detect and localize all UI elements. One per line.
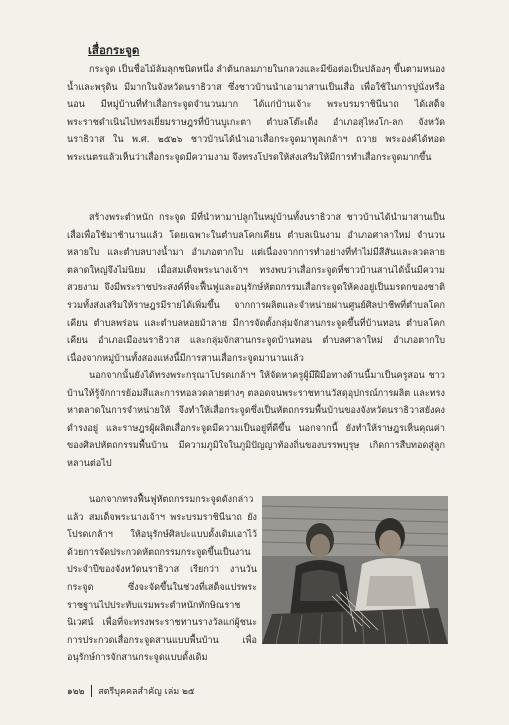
paragraph-4: นอกจากทรงฟื้นฟูหัตถกรรมกระจูดดังกล่าวแล้ว สมเด็จพระนางเจ้าฯ พระบรมราชินีนาถ ยังโปรดเกล้าฯ ให้อนุรักษ์ศิลปะแบบดั้งเดิมเอาไว้ ด้วยการจัดประกวดหัตถกรรมกระจูดขึ้นเป็นงานประจำปีของจังหวัดนราธิวาส เรียกว่า งานวันกระจูด ซึ่งจะจัดขึ้นในช่วงที่เสด็จแปรพระราชฐานไปประทับแรมพระตำหนักทักษิณราชนิเวศน์ เพื่อที่จะทรงพระราชทานรางวัลแก่ผู้ชนะการประกวดเสื่อกระจูดสานแบบพื้นบ้าน เพื่ออนุรักษ์การจักสานกระจูดแบบดั้งเดิม	[67, 495, 257, 664]
page-number: ๑๒๒	[67, 687, 85, 697]
photo-illustration	[262, 496, 448, 644]
page-footer	[67, 684, 195, 698]
book-title: สตรีบุคคลสำคัญ เล่ม ๒๕	[98, 687, 195, 697]
section-heading: เสื่อกระจูด	[88, 43, 140, 57]
paragraph-2: สร้างพระตำหนัก กระจูด มีที่นำหามาปลูกในหมู่บ้านทั้งนราธิวาส ชาวบ้านได้นำมาสานเป็นเสื่อเพื่อใช้มาช้านานแล้ว โดยเฉพาะในตำบลโคกเคียน ตำบลเนินงาม อำเภอศาลาใหม่ จำนวนหลายใบ และตำบลบางน้ำมา อำเภอตากใบ แต่เนื่องจากการทำอย่างที่ทำไม่มีสีสันและลวดลาย ตลาดใหญ่จึงไม่นิยม เมื่อสมเด็จพระนางเจ้าฯ ทรงพบว่าเสื่อกระจูดที่ชาวบ้านสานได้นั้นมีความสวยงาม จึงมีพระราชประสงค์ที่จะฟื้นฟูและอนุรักษ์หัตถกรรมเสื่อกระจูดให้คงอยู่เป็นมรดกของชาติ รวมทั้งส่งเสริมให้ราษฎรมีรายได้เพิ่มขึ้น จากการผลิตและจำหน่ายผ่านศูนย์ศิลปาชีพที่ตำบลโคกเคียน ตำบลพร่อน และตำบลหอยม้าลาย มีการจัดตั้งกลุ่มจักสานกระจูดขึ้นที่บ้านทอน ตำบลโคกเคียน อำเภอเมืองนราธิวาส และกลุ่มจักสานกระจูดบ้านทอน ตำบลศาลาใหม่ อำเภอตากใบ เนื่องจากหมู่บ้านทั้งสองแห่งนี้มีการสานเสื่อกระจูดมานานแล้ว	[67, 213, 445, 364]
footer-divider	[91, 685, 93, 697]
weaving-photo	[262, 496, 448, 644]
paragraph-3: นอกจากนั้นยังได้ทรงพระกรุณาโปรดเกล้าฯ ให้จัดหาครูผู้มีฝีมือทางด้านนี้มาเป็นครูสอน ชาวบ้านให้รู้จักการย้อมสีและการทอลวดลายต่างๆ ตลอดจนพระราชทานวัสดุอุปกรณ์การผลิต และทรงหาตลาดในการจำหน่ายให้ จึงทำให้เสื่อกระจูดซึ่งเป็นหัตถกรรมพื้นบ้านของจังหวัดนราธิวาสยังคงดำรงอยู่ และราษฎรผู้ผลิตเสื่อกระจูดมีความเป็นอยู่ที่ดีขึ้น นอกจากนี้ ยังทำให้ราษฎรเห็นคุณค่าของศิลปหัตถกรรมพื้นบ้าน มีความภูมิใจในภูมิปัญญาท้องถิ่นของบรรพบุรุษ เกิดการสืบทอดสู่ลูกหลานต่อไป	[67, 371, 445, 469]
paragraph-1: กระจูด เป็นชื่อไม้ล้มลุกชนิดหนึ่ง ลำต้นกลมภายในกลวงและมีข้อต่อเป็นปล้องๆ ขึ้นตามหนองน้ำและพรุดิน มีมากในจังหวัดนราธิวาส ซึ่งชาวบ้านนำเอามาสานเป็นเสื่อ เพื่อใช้ในการปูนั่งหรือนอน มีหมู่บ้านที่ทำเสื่อกระจูดจำนวนมาก ได้แก่บ้านเจ้าะ พระบรมราชินีนาถ ได้เสด็จพระราชดำเนินไปทรงเยี่ยมราษฎรที่บ้านบูเกะตา ตำบลโต๊ะเด็ง อำเภอสุไหงโก-ลก จังหวัดนราธิวาส ใน พ.ศ. ๒๕๒๖ ชาวบ้านได้นำเอาเสื่อกระจูดมาทูลเกล้าฯ ถวาย พระองค์ได้ทอดพระเนตรแล้วเห็นว่าเสื่อกระจูดมีความงาม จึงทรงโปรดให้ส่งเสริมให้มีการทำเสื่อกระจูดมากขึ้น	[67, 65, 445, 163]
